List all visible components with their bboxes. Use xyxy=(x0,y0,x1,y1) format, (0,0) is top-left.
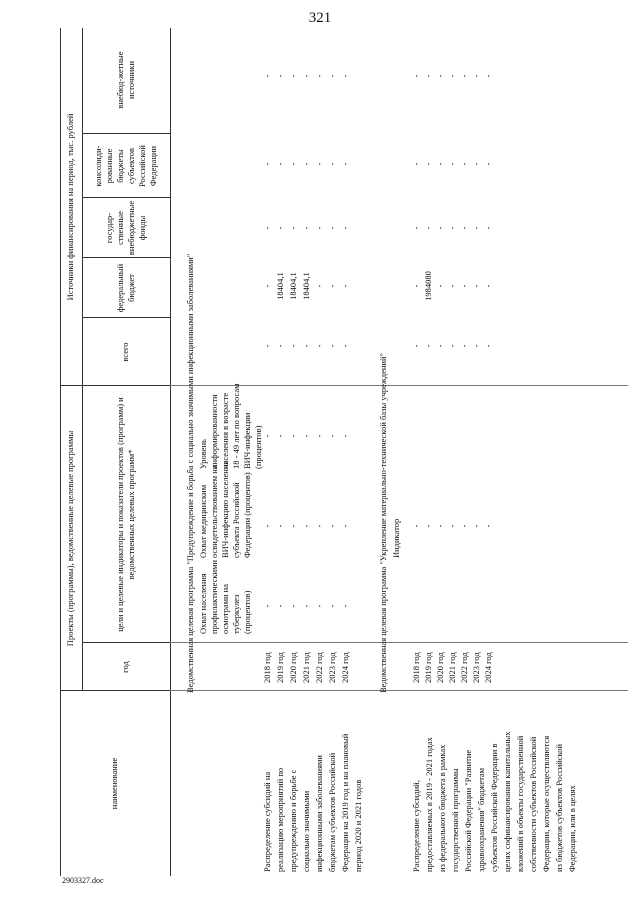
section1-offbudget-value: - xyxy=(301,74,311,78)
section2-indicator-value: - xyxy=(471,524,481,528)
section1-name-line: Распределение субсидий на xyxy=(262,771,272,872)
consolidated-header: консолиди-рованные бюджеты субъектов Российской Федерации xyxy=(92,145,159,187)
section1-year: 2019 год xyxy=(275,652,285,683)
section2-year: 2024 год xyxy=(483,652,493,683)
section1-state-funds-value: - xyxy=(275,226,285,230)
section2-indicator-value: - xyxy=(447,524,457,528)
section2-indicator-value: - xyxy=(435,524,445,528)
section2-state-funds-value: - xyxy=(423,226,433,230)
section1-total-value: - xyxy=(327,344,337,348)
section2-state-funds-value: - xyxy=(459,226,469,230)
section2-name-line: из федерального бюджета в рамках xyxy=(437,744,447,872)
section1-indicator-3-line: информированности xyxy=(209,394,219,469)
section1-indicator-3-line: 18 - 49 лет по вопросам xyxy=(231,383,241,469)
section2-name-line: здравоохранения" бюджетам xyxy=(476,767,486,872)
section1-federal-value: - xyxy=(340,284,350,288)
section1-indicator-3-line: ВИЧ-инфекции xyxy=(242,412,252,469)
section1-total-value: - xyxy=(340,344,350,348)
section2-federal-value: - xyxy=(471,284,481,288)
section1-ind2-value: - xyxy=(288,524,298,528)
name-column-header: наименование xyxy=(109,757,120,810)
section2-title: Ведомственная целевая программа "Укрепление материально-технической базы учреждений" xyxy=(378,353,388,693)
section1-ind3-value: - xyxy=(340,434,350,438)
section2-consolidated-value: - xyxy=(423,162,433,166)
section1-indicator-3-line: Уровень xyxy=(198,439,208,469)
section1-ind1-value: - xyxy=(327,604,337,608)
section2-federal-value: 1984080 xyxy=(423,271,433,301)
section2-name-line: Российской Федерации "Развитие xyxy=(463,749,473,872)
header-bottom-rule xyxy=(170,28,171,876)
section1-indicator-2-line: ВИЧ-инфекцию населения xyxy=(220,460,230,558)
section1-name-line: период 2020 и 2021 годов xyxy=(353,779,363,872)
section2-year: 2021 год xyxy=(447,652,457,683)
section2-year: 2023 год xyxy=(471,652,481,683)
section1-federal-value: 18404,1 xyxy=(301,272,311,300)
section2-state-funds-value: - xyxy=(447,226,457,230)
section1-indicator-3-line: населения в возрасте xyxy=(220,392,230,469)
rotated-table-area xyxy=(60,28,628,876)
section1-consolidated-value: - xyxy=(314,162,324,166)
document-id: 2903327.doc xyxy=(62,876,104,885)
section1-federal-value: - xyxy=(262,284,272,288)
goals-column-header: цели и целевые индикаторы и показатели проектов (программ) и ведомственных целевых программ* xyxy=(114,397,136,632)
section1-name-line: бюджетам субъектов Российской xyxy=(327,752,337,872)
section2-offbudget-value: - xyxy=(435,74,445,78)
budget-table xyxy=(60,28,628,876)
section1-ind2-value: - xyxy=(275,524,285,528)
section2-offbudget-value: - xyxy=(471,74,481,78)
section2-name-line: субъектов Российской Федерации в xyxy=(489,743,499,872)
section2-name-line: предоставляемых в 2019 - 2021 годах xyxy=(424,737,434,872)
section1-ind1-value: - xyxy=(340,604,350,608)
section1-name-line: Федерации на 2019 год и на плановый xyxy=(340,733,350,872)
section2-year: 2019 год xyxy=(423,652,433,683)
section1-offbudget-value: - xyxy=(262,74,272,78)
section2-federal-value: - xyxy=(459,284,469,288)
section2-name-line: Федерации, или в целях xyxy=(567,785,577,872)
section1-ind1-value: - xyxy=(301,604,311,608)
section2-total-value: - xyxy=(435,344,445,348)
section2-indicator-value: - xyxy=(423,524,433,528)
section2-federal-value: - xyxy=(435,284,445,288)
section1-total-value: - xyxy=(275,344,285,348)
section1-state-funds-value: - xyxy=(301,226,311,230)
section1-consolidated-value: - xyxy=(301,162,311,166)
section2-consolidated-value: - xyxy=(483,162,493,166)
section1-ind3-value: - xyxy=(288,434,298,438)
section1-offbudget-value: - xyxy=(275,74,285,78)
section2-year: 2020 год xyxy=(435,652,445,683)
section1-ind1-value: - xyxy=(288,604,298,608)
section2-state-funds-value: - xyxy=(435,226,445,230)
section1-year: 2020 год xyxy=(288,652,298,683)
section2-year: 2018 год xyxy=(411,652,421,683)
section1-year: 2021 год xyxy=(301,652,311,683)
section1-consolidated-value: - xyxy=(275,162,285,166)
section2-consolidated-value: - xyxy=(411,162,421,166)
section1-consolidated-value: - xyxy=(262,162,272,166)
section2-total-value: - xyxy=(471,344,481,348)
section2-offbudget-value: - xyxy=(459,74,469,78)
section2-federal-value: - xyxy=(411,284,421,288)
section2-indicator-label: Индикатор xyxy=(391,518,401,558)
section2-consolidated-value: - xyxy=(471,162,481,166)
section2-offbudget-value: - xyxy=(411,74,421,78)
section1-indicator-1-line: профилактическими xyxy=(209,559,219,634)
section2-name-line: из бюджетов субъектов Российской xyxy=(554,743,564,872)
section2-name-line: целях софинансирования капитальных xyxy=(502,731,512,872)
section1-offbudget-value: - xyxy=(314,74,324,78)
section2-consolidated-value: - xyxy=(447,162,457,166)
section1-year: 2022 год xyxy=(314,652,324,683)
section2-total-value: - xyxy=(459,344,469,348)
section1-ind2-value: - xyxy=(327,524,337,528)
section1-year: 2024 год xyxy=(340,652,350,683)
section1-consolidated-value: - xyxy=(288,162,298,166)
section2-indicator-value: - xyxy=(483,524,493,528)
federal-budget-header: федеральный бюджет xyxy=(114,263,136,313)
section1-offbudget-value: - xyxy=(340,74,350,78)
section1-federal-value: 18404,1 xyxy=(275,272,285,300)
section1-title: Ведомственная целевая программа "Предупреждение и борьба с социально значимыми инфекционными заболеваниями" xyxy=(185,253,195,693)
section2-name-line: Распределение субсидий, xyxy=(411,780,421,872)
section1-total-value: - xyxy=(288,344,298,348)
section1-consolidated-value: - xyxy=(327,162,337,166)
section2-offbudget-value: - xyxy=(423,74,433,78)
section2-name-line: Федерации, которые осуществляются xyxy=(541,735,551,872)
section2-name-line: собственности субъектов Российской xyxy=(528,736,538,872)
state-funds-header: государ-ственные внебюджетные фонды xyxy=(103,200,148,256)
section2-offbudget-value: - xyxy=(447,74,457,78)
section1-indicator-1-line: Охват населения xyxy=(198,573,208,634)
section1-indicator-2-line: освидетельствованием на xyxy=(209,465,219,558)
section1-ind3-value: - xyxy=(314,434,324,438)
section2-state-funds-value: - xyxy=(411,226,421,230)
section1-indicator-1-line: туберкулез xyxy=(231,594,241,634)
section1-indicator-2-line: субъекта Российской xyxy=(231,482,241,558)
section1-ind3-value: - xyxy=(301,434,311,438)
section2-indicator-value: - xyxy=(411,524,421,528)
body-column-guide-0 xyxy=(170,690,628,691)
offbudget-header: внебюд-жетные источники xyxy=(114,51,136,109)
section1-offbudget-value: - xyxy=(327,74,337,78)
section2-name-line: вложений в объекты государственной xyxy=(515,735,525,872)
section1-ind3-value: - xyxy=(327,434,337,438)
projects-header: Проекты (программы), ведомственные целевые программы xyxy=(65,430,76,647)
section1-ind1-value: - xyxy=(314,604,324,608)
section1-total-value: - xyxy=(314,344,324,348)
section2-offbudget-value: - xyxy=(483,74,493,78)
section1-name-line: предупреждению и борьбе с xyxy=(288,769,298,872)
section1-ind1-value: - xyxy=(262,604,272,608)
section2-indicator-value: - xyxy=(459,524,469,528)
section1-name-line: реализацию мероприятий по xyxy=(275,767,285,872)
section1-ind3-value: - xyxy=(275,434,285,438)
section2-consolidated-value: - xyxy=(459,162,469,166)
section2-state-funds-value: - xyxy=(483,226,493,230)
section1-consolidated-value: - xyxy=(340,162,350,166)
section1-state-funds-value: - xyxy=(340,226,350,230)
section1-federal-value: - xyxy=(327,284,337,288)
section1-ind3-value: - xyxy=(262,434,272,438)
section1-ind1-value: - xyxy=(275,604,285,608)
section1-indicator-3-line: (процентов) xyxy=(253,425,263,469)
section1-name-line: социально значимыми xyxy=(301,790,311,872)
section1-total-value: - xyxy=(301,344,311,348)
section1-ind2-value: - xyxy=(314,524,324,528)
section1-federal-value: - xyxy=(314,284,324,288)
section1-ind2-value: - xyxy=(301,524,311,528)
total-column-header: всего xyxy=(120,342,131,362)
section1-state-funds-value: - xyxy=(314,226,324,230)
section2-federal-value: - xyxy=(447,284,457,288)
section2-total-value: - xyxy=(423,344,433,348)
section1-state-funds-value: - xyxy=(262,226,272,230)
section1-year: 2018 год xyxy=(262,652,272,683)
section1-indicator-2-line: Охват медицинским xyxy=(198,484,208,558)
section1-federal-value: 18404,1 xyxy=(288,272,298,300)
section2-name-line: государственной программы xyxy=(450,768,460,872)
section1-ind2-value: - xyxy=(262,524,272,528)
section1-name-line: инфекционными заболеваниями xyxy=(314,755,324,872)
section1-indicator-1-line: осмотрами на xyxy=(220,584,230,634)
section1-state-funds-value: - xyxy=(327,226,337,230)
section1-indicator-1-line: (процентов) xyxy=(242,590,252,634)
section2-consolidated-value: - xyxy=(435,162,445,166)
section1-indicator-2-line: Федерации (процентов) xyxy=(242,472,252,558)
body-column-guide-1 xyxy=(170,642,628,643)
page-number: 321 xyxy=(308,9,332,26)
year-column-header: год xyxy=(120,661,131,673)
section2-total-value: - xyxy=(447,344,457,348)
section2-year: 2022 год xyxy=(459,652,469,683)
funding-header: Источники финансирования на период, тыс. рублей xyxy=(65,113,76,301)
section1-year: 2023 год xyxy=(327,652,337,683)
section2-state-funds-value: - xyxy=(471,226,481,230)
section1-offbudget-value: - xyxy=(288,74,298,78)
section2-total-value: - xyxy=(411,344,421,348)
section1-ind2-value: - xyxy=(340,524,350,528)
section1-total-value: - xyxy=(262,344,272,348)
section2-federal-value: - xyxy=(483,284,493,288)
section2-total-value: - xyxy=(483,344,493,348)
section1-state-funds-value: - xyxy=(288,226,298,230)
